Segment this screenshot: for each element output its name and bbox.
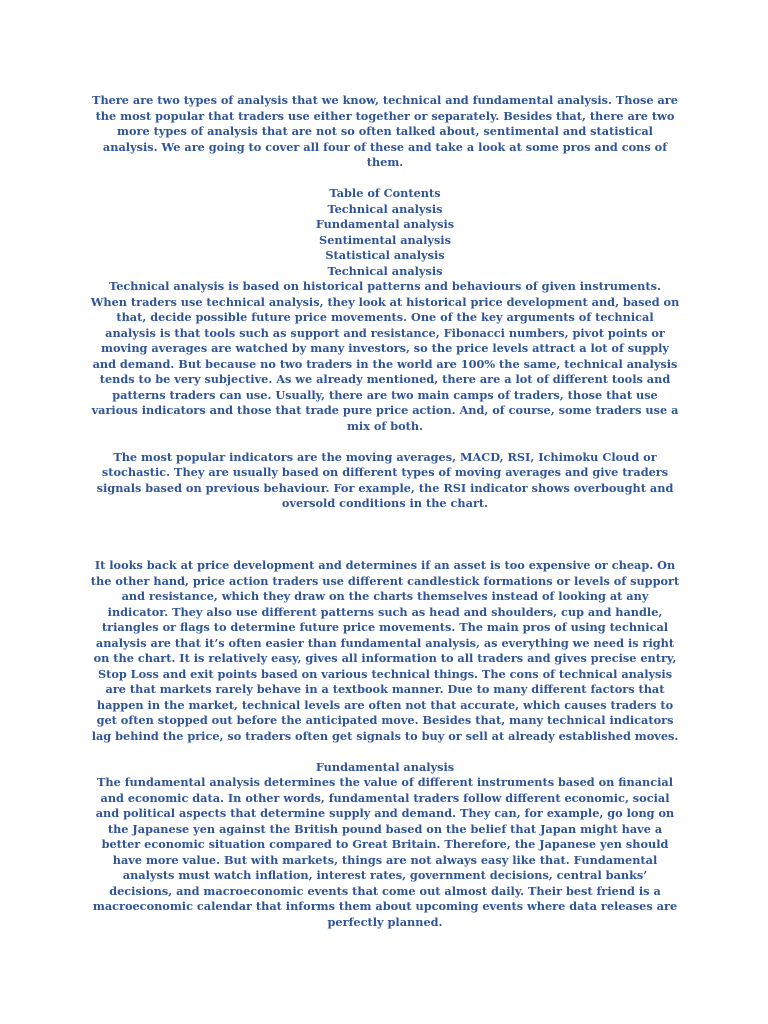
technical-paragraph-1: Technical analysis is based on historical patterns and behaviours of given instruments. When traders use technical analysis, they look at historical price development and, based on that, decide possible future price movements. One of the key arguments of technical analysis is that tools such as support and resistance, Fibonacci numbers, pivot points or moving averages are watched by many investors, so the price levels attract a lot of supply and demand. But because no two traders in the world are 100% the same, technical analysis tends to be very subjective. As we already mentioned, there are a lot of different tools and patterns traders can use. Usually, there are two main camps of traders, those that use various indicators and those that trade pure price action. And, of course, some traders use a mix of both. — [90, 279, 680, 433]
toc-item-statistical: Statistical analysis — [325, 248, 445, 262]
toc-title: Table of Contents — [329, 186, 441, 200]
spacer — [90, 512, 680, 559]
spacer — [90, 434, 680, 450]
toc-item-fundamental: Fundamental analysis — [315, 217, 455, 231]
intro-paragraph: There are two types of analysis that we know, technical and fundamental analysis. Those are the most popular that traders use either together or separately. Besides that, there are two more types of analysis that are not so often talked about, sentimental and statistical analysis. We are going to cover all four of these and take a look at some pros and cons of them. — [92, 93, 678, 169]
fundamental-paragraph-1: The fundamental analysis determines the value of different instruments based on financial and economic data. In other words, fundamental traders follow different economic, social and political aspects that determine supply and demand. They can, for example, go long on the Japanese yen against the British pound based on the belief that Japan might have a better economic situation compared to Great Britain. Therefore, the Japanese yen should have more value. But with markets, things are not always easy like that. Fundamental analysts must watch inflation, interest rates, government decisions, central banks’ decisions, and macroeconomic events that come out almost daily. Their best friend is a macroeconomic calendar that informs them about upcoming events where data releases are perfectly planned. — [92, 775, 678, 929]
technical-heading: Technical analysis — [327, 263, 443, 278]
spacer — [90, 744, 680, 760]
toc-item-technical: Technical analysis — [327, 201, 443, 216]
table-of-contents — [90, 186, 680, 264]
toc-item-sentimental: Sentimental analysis — [319, 232, 451, 247]
spacer — [90, 171, 680, 187]
technical-paragraph-3: It looks back at price development and determines if an asset is too expensive or cheap. On the other hand, price action traders use different candlestick formations or levels of support and resistance, which they draw on the charts themselves instead of looking at any indicator. They also use different patterns such as head and shoulders, cup and handle, triangles or flags to determine future price movements. The main pros of using technical analysis are that it’s often easier than fundamental analysis, as everything we need is right on the chart. It is relatively easy, gives all information to all traders and gives precise entry, Stop Loss and exit points based on various technical things. The cons of technical analysis are that markets rarely behave in a textbook manner. Due to many different factors that happen in the market, technical levels are often not that accurate, which causes traders to get often stopped out before the anticipated move. Besides that, many technical indicators lag behind the price, so traders often get signals to buy or sell at already established moves. — [90, 558, 680, 743]
document-page — [90, 93, 680, 930]
technical-paragraph-2: The most popular indicators are the moving averages, MACD, RSI, Ichimoku Cloud or stochastic. They are usually based on different types of moving averages and give traders signals based on previous behaviour. For example, the RSI indicator shows overbought and oversold conditions in the chart. — [96, 449, 674, 510]
fundamental-heading: Fundamental analysis — [315, 759, 455, 774]
